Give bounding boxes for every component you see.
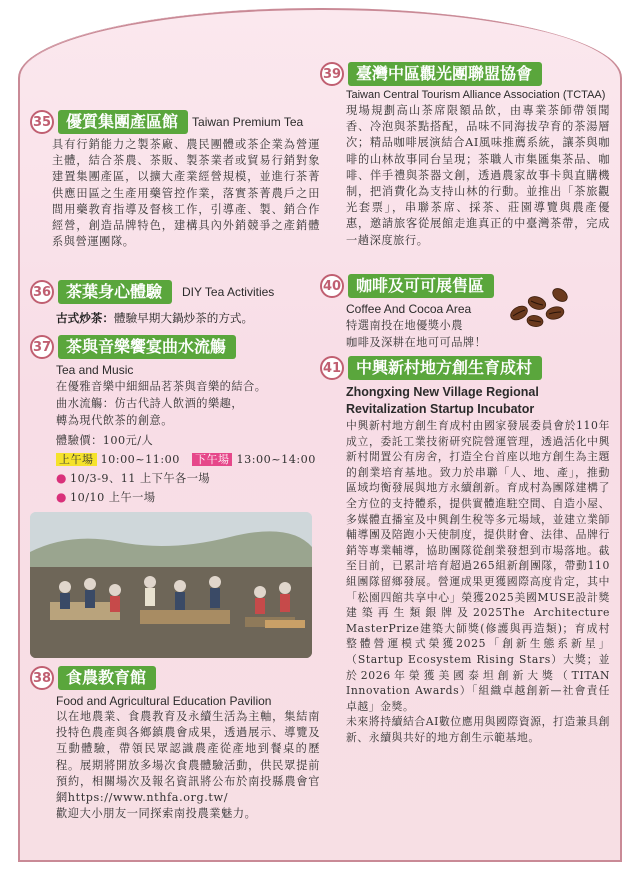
section-english-title: Tea and Music bbox=[56, 363, 134, 377]
section-number: 35 bbox=[30, 110, 54, 134]
pm-session-time: 13:00~14:00 bbox=[236, 453, 316, 466]
section-36 bbox=[30, 280, 320, 327]
desc-line-1: 在優雅音樂中細細品茗茶與音樂的結合。 bbox=[56, 380, 267, 393]
section-41 bbox=[320, 356, 610, 745]
section-body: 中興新村地方創生育成村由國家發展委員會於110年成立，委託工業技術研究院營運管理，透過活化中興新村閒置公有房舍，打造全台首座以地方創生為主題的創業培育基地。致力於串聯「人、地、產」，推動區域均衡發展與地方永續創新。育成村為團隊建構了全方位的支持體系，提供實體進駐空間、自造小屋、多媒體直播室及中興創生稅等多元場域，並建立業師輔導團及陪跑小天使制度，提供財會、法律、品牌行銷等專業輔導，協助團隊從創業發想到市場落地。截至目前，已累計培育超過265組新創團隊，帶動110組團隊留鄉發展。營運成果更獲國際高度肯定，其中「松園四館共享中心」榮獲2025美國MUSE設計獎建築再生類銀牌及2025The Architecture MasterPrize建築大師獎(修護與再造類)；育成村整體營運模式榮獲2025「創新生態系新星」（Startup Ecosystem Rising Stars）大獎；並於2026年榮獲美國泰坦創新大獎（TITAN Innovation Awards）「組織卓越創新—社會責任卓越」金獎。 bbox=[346, 419, 610, 713]
section-body: 具有行銷能力之製茶廠、農民團體或茶企業為營運主體，結合茶農、茶販、製茶業者或貿易行銷對象建置集團產區，以擴大產業經營規模，並進行茶菁供應田區之生產用藥管控作業，落實茶菁農戶之田間用藥教育指導及督核工作，引導產、製、銷合作經營，創造品牌特色，建構具內外銷競爭之產銷體系與營運團隊。 bbox=[52, 138, 320, 249]
section-body: 以在地農業、食農教育及永續生活為主軸，集結南投特色農產與各鄉鎮農會成果，透過展示、導覽及互動體驗，帶領民眾認識農產從產地到餐桌的歷程。展期將開放多場次食農體驗活動，供民眾提前預約，相關場次及報名資訊將公布於南投縣農會官網https://www.nthfa.org.tw/ bbox=[56, 710, 320, 805]
session-times bbox=[56, 451, 320, 468]
section-title: 優質集團產區館 bbox=[58, 110, 188, 134]
price-line: 體驗價：100元/人 bbox=[56, 434, 154, 447]
am-session-tag: 上午場 bbox=[56, 453, 97, 466]
activity-label: 古式炒茶： bbox=[56, 311, 114, 325]
section-number: 40 bbox=[320, 274, 344, 298]
section-39 bbox=[320, 62, 610, 249]
section-english-title-2: Revitalization Startup Incubator bbox=[346, 402, 535, 416]
schedule-text: 10/3-9、11 上下午各一場 bbox=[69, 472, 211, 485]
section-title: 食農教育館 bbox=[58, 666, 156, 690]
section-tail: 未來將持續結合AI數位應用與國際資源，打造兼具創新、永續與共好的地方創生示範基地。 bbox=[346, 715, 610, 744]
section-38-header bbox=[30, 666, 320, 690]
desc-line-3: 轉為現代飲茶的創意。 bbox=[56, 414, 173, 427]
section-english-title: DIY Tea Activities bbox=[182, 285, 275, 299]
section-english-title: Coffee And Cocoa Area bbox=[346, 302, 472, 316]
section-number: 41 bbox=[320, 356, 344, 380]
section-35-header bbox=[30, 110, 320, 134]
section-title: 茶葉身心體驗 bbox=[58, 280, 172, 304]
section-number: 38 bbox=[30, 666, 54, 690]
section-number: 37 bbox=[30, 335, 54, 359]
event-photo-illustration bbox=[30, 512, 312, 658]
section-title: 茶與音樂饗宴曲水流觴 bbox=[58, 335, 236, 359]
activity-desc: 體驗早期大鍋炒茶的方式。 bbox=[113, 311, 254, 325]
schedule-text: 10/10 上午一場 bbox=[69, 491, 156, 504]
pm-session-tag: 下午場 bbox=[192, 453, 233, 466]
section-36-header bbox=[30, 280, 320, 304]
section-tail: 歡迎大小朋友一同探索南投農業魅力。 bbox=[56, 807, 257, 821]
section-35 bbox=[30, 110, 320, 250]
desc-line-2: 曲水流觴：仿古代詩人飲酒的樂趣， bbox=[56, 397, 244, 410]
section-english-title: Taiwan Central Tourism Alliance Association (TCTAA) bbox=[346, 89, 606, 101]
section-title: 中興新村地方創生育成村 bbox=[348, 356, 542, 380]
am-session-time: 10:00~11:00 bbox=[100, 453, 180, 466]
section-41-header bbox=[320, 356, 610, 380]
desc-line-2: 咖啡及深耕在地可可品牌！ bbox=[346, 336, 487, 349]
section-title: 咖啡及可可展售區 bbox=[348, 274, 494, 298]
desc-line-1: 特選南投在地優獎小農 bbox=[346, 319, 463, 332]
section-38 bbox=[30, 666, 320, 822]
activity-line bbox=[30, 309, 320, 327]
section-body: 現場規劃高山茶席限額品飲，由專業茶師帶領聞香、冷泡與茶點搭配，品味不同海拔孕育的茶湯層次；精品咖啡展演結合AI風味推薦系統，讓茶與咖啡的山林故事同台呈現；茶職人市集匯集茶品、咖啡、伴手禮與茶器文創，透過農家故事卡與直購機制，把消費化為支持山林的行動。並推出「茶旅觀光套票」，串聯茶席、採茶、莊園導覽與農產優惠，邀請旅客從展館走進真正的中臺灣茶帶，完成一趟深度旅行。 bbox=[346, 104, 610, 247]
section-37-header bbox=[30, 335, 320, 359]
bullet-dot-icon: ● bbox=[56, 471, 67, 485]
section-number: 36 bbox=[30, 280, 54, 304]
section-english-title: Food and Agricultural Education Pavilion bbox=[56, 694, 272, 708]
section-37 bbox=[30, 335, 320, 506]
schedule-bullet-2 bbox=[56, 489, 320, 506]
section-english-title: Taiwan Premium Tea bbox=[192, 115, 304, 129]
coffee-beans-icon bbox=[505, 283, 575, 333]
bullet-dot-icon: ● bbox=[56, 490, 67, 504]
section-number: 39 bbox=[320, 62, 344, 86]
section-title: 臺灣中區觀光團聯盟協會 bbox=[348, 62, 542, 86]
section-39-header bbox=[320, 62, 610, 86]
schedule-bullet-1 bbox=[56, 470, 320, 487]
tea-and-music-event-photo bbox=[30, 512, 312, 658]
section-english-title-1: Zhongxing New Village Regional bbox=[346, 385, 539, 399]
